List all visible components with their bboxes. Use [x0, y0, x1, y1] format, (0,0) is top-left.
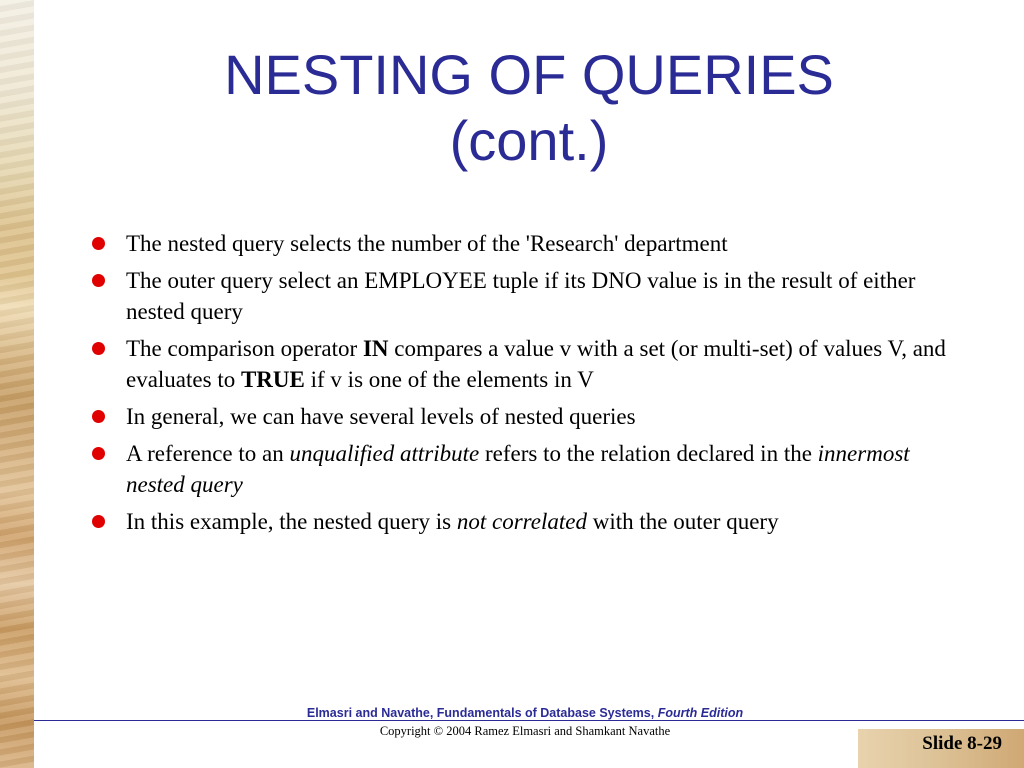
- bullet-bold-term: IN: [362, 336, 389, 361]
- bullet-text-part: In this example, the nested query is: [126, 509, 457, 534]
- bullet-text-part: refers to the relation declared in the: [479, 441, 818, 466]
- bullet-text-part: A reference to an: [126, 441, 290, 466]
- bullet-text: The nested query selects the number of the 'Research' department: [126, 231, 728, 256]
- footer-reference-text: Elmasri and Navathe, Fundamentals of Database Systems,: [306, 706, 658, 720]
- footer-edition: Fourth Edition: [657, 706, 744, 720]
- bullet-item: [92, 265, 972, 327]
- bullet-bold-term: TRUE: [240, 367, 305, 392]
- bullet-italic-term: innermost nested query: [126, 441, 910, 497]
- bullet-dot-icon: [92, 342, 105, 355]
- bullet-dot-icon: [92, 237, 105, 250]
- slide-title: [34, 42, 1024, 174]
- title-line-1: NESTING OF QUERIES: [224, 43, 834, 106]
- decorative-sand-strip: [0, 0, 34, 768]
- footer-copyright: Copyright © 2004 Ramez Elmasri and Shamkant Navathe: [379, 724, 671, 738]
- bullet-dot-icon: [92, 515, 105, 528]
- bullet-item: [92, 401, 972, 432]
- bullet-text: The outer query select an EMPLOYEE tuple if its DNO value is in the result of either nested query: [126, 268, 916, 324]
- bullet-item: [92, 506, 972, 537]
- bullet-text-part: if v is one of the elements in V: [304, 367, 594, 392]
- footer-divider: [34, 720, 1024, 721]
- bullet-italic-term: not correlated: [456, 509, 587, 534]
- slide-number: Slide 8-29: [922, 733, 1002, 754]
- bullet-text-part: with the outer query: [586, 509, 779, 534]
- slide-number-badge: [858, 729, 1024, 768]
- title-line-2: (cont.): [449, 109, 609, 172]
- bullet-text-part: The comparison operator: [126, 336, 363, 361]
- bullet-list: [92, 228, 972, 543]
- bullet-dot-icon: [92, 410, 105, 423]
- footer-book-reference: [200, 706, 850, 720]
- bullet-item: [92, 228, 972, 259]
- bullet-dot-icon: [92, 274, 105, 287]
- bullet-item: [92, 333, 972, 395]
- bullet-dot-icon: [92, 447, 105, 460]
- bullet-italic-term: unqualified attribute: [289, 441, 480, 466]
- bullet-text: In general, we can have several levels of nested queries: [126, 404, 636, 429]
- bullet-item: [92, 438, 972, 500]
- bullet-text-part: compares a value v with a set (or multi-set) of values V, and evaluates to: [126, 336, 946, 392]
